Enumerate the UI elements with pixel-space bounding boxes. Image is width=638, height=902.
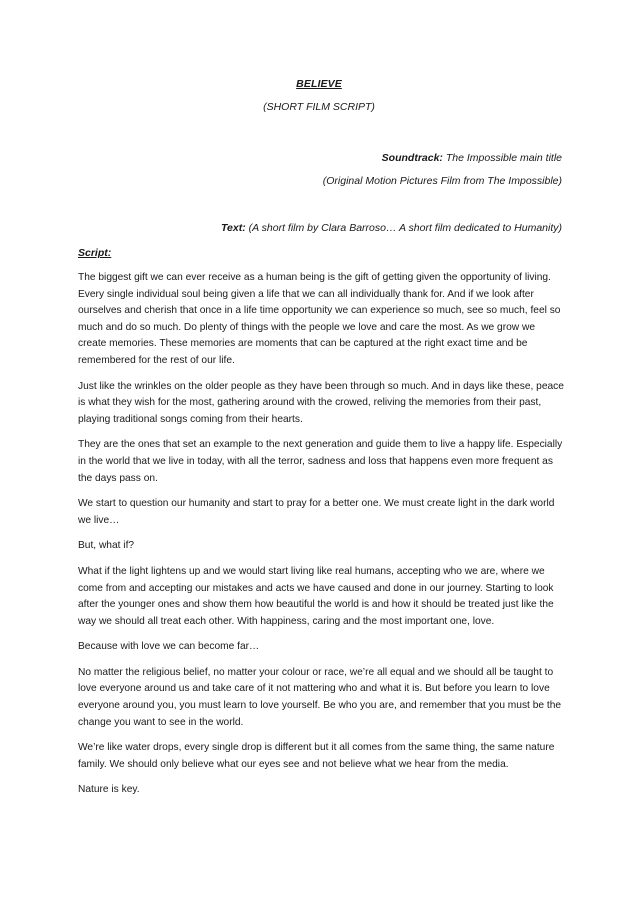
soundtrack-line: [382, 152, 562, 164]
paragraph: The biggest gift we can ever receive as a human being is the gift of getting given the opportunity of living. Every single individual soul being given a life that we can all individually thank for. And if we look after ourselves and cherish that once in a life time opportunity we can experience so much, see so much, feel so much and do so much. Do plenty of things with the people we love and care the most. As we grow we create memories. These memories are moments that can be captured at the right exact time and be remembered for the rest of our life.: [78, 272, 561, 366]
paragraph: They are the ones that set an example to the next generation and guide them to live a happy life. Especially in the world that we live in today, with all the terror, sadness and loss that happens even more frequent as the days pass on.: [78, 439, 563, 484]
paragraph: But, what if?: [78, 540, 135, 552]
text-credit-line: [221, 222, 562, 234]
soundtrack-value: The Impossible main title: [445, 152, 562, 164]
paragraph: Just like the wrinkles on the older people as they have been through so much. And in days like these, peace is what they wish for the most, gathering around with the crowed, reliving the memories from their past, playing traditional songs coming from their hearts.: [78, 380, 564, 425]
script-heading: Script:: [78, 247, 112, 259]
paragraph: We’re like water drops, every single drop is different but it all comes from the same thing, the same nature family. We should only believe what our eyes see and not believe what we hear from the media.: [78, 742, 555, 770]
script-body: [78, 270, 566, 808]
document-title: BELIEVE: [296, 78, 342, 90]
paragraph: We start to question our humanity and start to pray for a better one. We must create light in the dark world we live…: [78, 498, 555, 526]
document-subtitle: (SHORT FILM SCRIPT): [263, 101, 375, 113]
soundtrack-label: Soundtrack:: [381, 152, 443, 164]
text-label: Text:: [221, 222, 246, 234]
paragraph: Because with love we can become far…: [78, 641, 260, 653]
text-value: (A short film by Clara Barroso… A short film dedicated to Humanity): [248, 222, 562, 234]
original-source-line: (Original Motion Pictures Film from The Impossible): [322, 175, 562, 187]
paragraph: Nature is key.: [78, 784, 140, 796]
paragraph: No matter the religious belief, no matter your colour or race, we’re all equal and we should all be taught to love everyone around us and take care of it not mattering who and what it is. But before you learn to love everyone around you, you must learn to love yourself. Be who you are, and remember that you must be the change you want to see in the world.: [78, 666, 562, 728]
paragraph: What if the light lightens up and we would start living like real humans, accepting who we are, where we come from and accepting our mistakes and acts we have caused and done in our journey. Starting to look after the younger ones and show them how beautiful the world is and how it should be treated just like the way we should all treat each other. With happiness, caring and the most important one, love.: [78, 565, 554, 627]
